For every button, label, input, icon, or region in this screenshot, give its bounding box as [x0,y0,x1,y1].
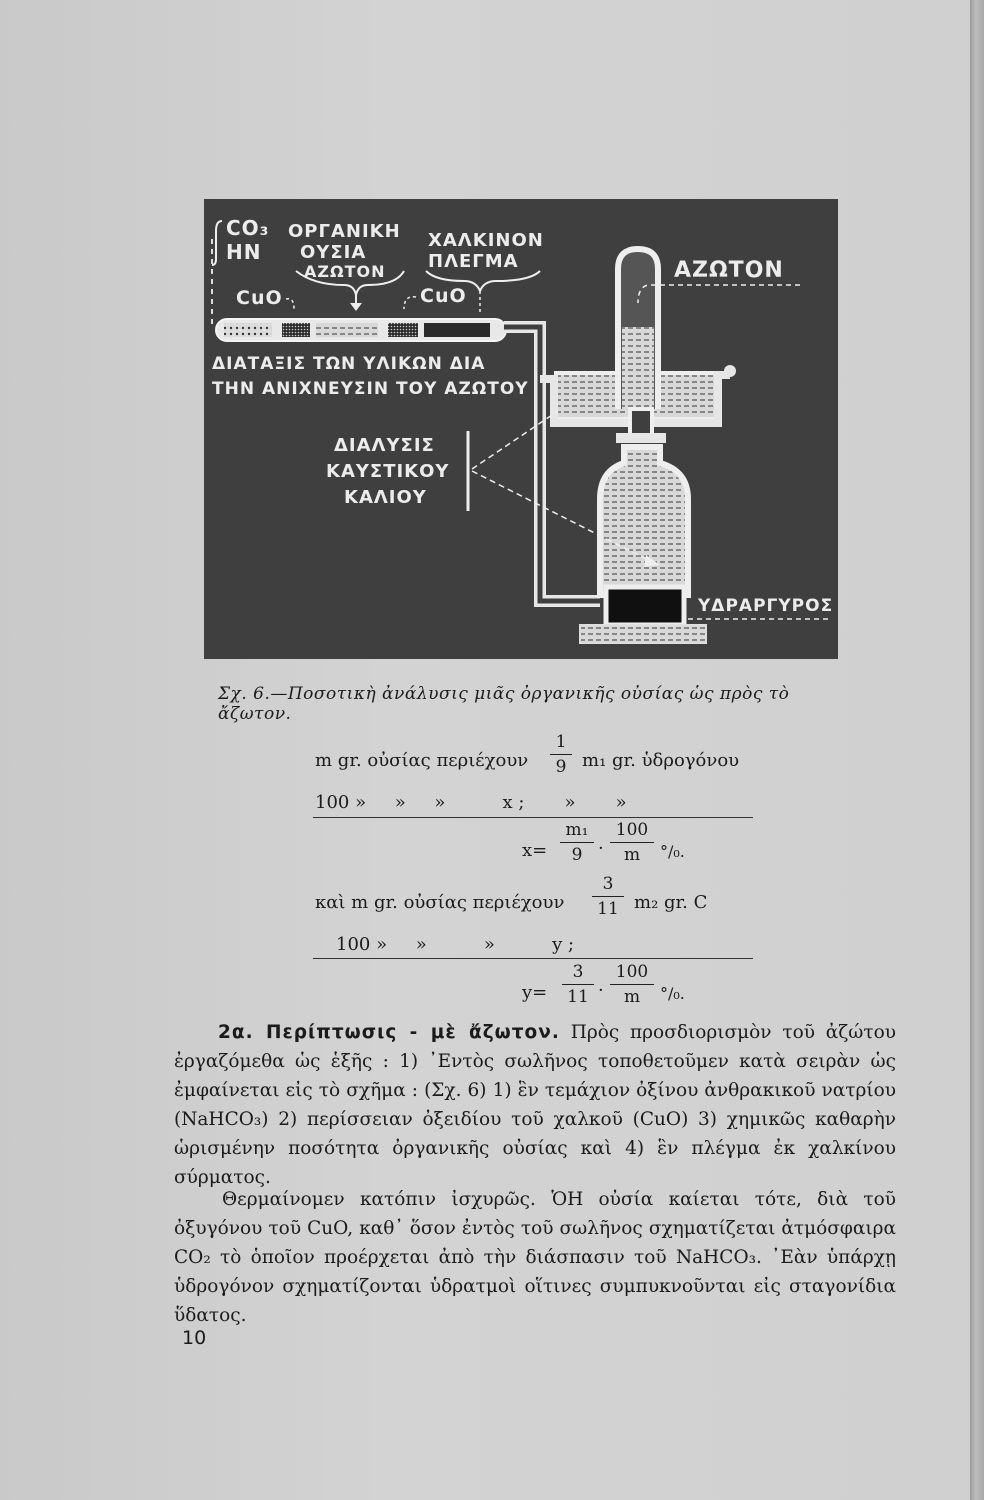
math-line3-right: m₂ gr. C [634,892,708,913]
label-solution-2: ΚΑΥΣΤΙΚΟΥ [326,461,450,482]
figure-caption: Σχ. 6.—Ποσοτικὴ ἀνάλυσις μιᾶς ὀργανικῆς οὐσίας ὡς πρὸς τὸ ἄζωτον. [218,684,790,724]
label-azoton-big: ΑΖΩΤΟΝ [674,258,784,283]
fraction-1-9 [550,732,572,777]
tube-copper-mesh [424,323,490,337]
label-cuo-right: CuO [420,285,467,307]
page-edge [970,0,984,1500]
label-mercury: ΥΔΡΑΡΓΥΡΟΣ [698,596,834,616]
delivery-tube-core [504,327,600,601]
x-fraction-1 [560,820,594,865]
label-mesh: ΠΛΕΓΜΑ [428,251,519,272]
label-hn: HN [226,240,262,264]
math-rule-2 [313,958,753,959]
tube-cuo-2 [388,323,418,337]
math-line1-left: m gr. οὐσίας περιέχουν [315,750,529,771]
fraction-numerator: 1 [550,732,572,755]
delivery-tube [504,327,600,601]
apparatus-figure [204,199,838,659]
fraction-denominator: 9 [571,845,583,865]
fraction-numerator: 100 [610,820,654,843]
x-unit: °/₀. [660,842,685,861]
fraction-numerator: 100 [610,962,654,985]
y-equals: y= [522,982,548,1003]
apparatus-diagram [204,199,838,659]
stopcock [616,433,666,443]
math-line3-left: καὶ m gr. οὐσίας περιέχουν [315,892,565,913]
section-paragraph-2: Θερμαίνομεν κατόπιν ἰσχυρῶς. ὉΗ οὐσία καίεται τότε, διὰ τοῦ ὀξυγόνου τοῦ CuO, καθ᾿ ὅσον ἐντὸς τοῦ σωλῆνος σχηματίζεται ἀτμόσφαιρα CO₂ τὸ ὁποῖον προέρχεται ἀπὸ τὴν διάσπασιν τοῦ NaHCO₃. ᾿Εὰν ὑπάρχῃ ὑδρογόνον σχηματίζονται ὑδρατμοὶ οἵτινες συμπυκνοῦνται εἰς σταγονίδια ὕδατος. [174,1189,896,1326]
fraction-denominator: 11 [567,987,589,1007]
azoton-dash [638,285,800,303]
section-paragraph-1 [174,1018,896,1192]
bottle-base [580,625,706,643]
label-cuo-left: CuO [236,287,283,309]
fraction-numerator: 3 [592,874,624,897]
fraction-3-11 [592,874,624,919]
fraction-denominator: m [623,987,641,1007]
tube-organic [316,323,378,337]
page-number: 10 [182,1327,207,1349]
x-fraction-2 [610,820,654,865]
cuo-left-dash [286,299,294,309]
tube-cuo-1 [282,323,310,337]
math-line2: 100 » » » x ; » » [315,792,627,813]
y-unit: °/₀. [660,984,685,1003]
x-dot: · [598,838,604,859]
paragraph-1-text: Πρὸς προσδιορισμὸν τοῦ ἀζώτου ἐργαζόμεθα ὡς ἑξῆς : 1) ᾿Εντὸς σωλῆνος τοποθετοῦμεν κατὰ σειρὰν ὡς ἐμφαίνεται εἰς τὸ σχῆμα : (Σχ. 6) 1) ἓν τεμάχιον ὀξίνου ἀνθρακικοῦ νατρίου (NaHCO₃) 2) περίσσειαν ὀξειδίου τοῦ χαλκοῦ (CuO) 3) χημικῶς καθαρὴν ὡρισμένην ποσότητα ὀργανικῆς οὐσίας καὶ 4) ἓν πλέγμα ἐκ χαλκίνου σύρματος. [174,1022,896,1188]
mercury-layer [606,587,684,625]
label-co3: CO₃ [226,216,270,240]
label-setup-1: ΔΙΑΤΑΞΙΣ ΤΩΝ ΥΛΙΚΩΝ ΔΙΑ [212,354,486,374]
potash-bottle [600,447,688,595]
label-solution-1: ΔΙΑΛΥΣΙΣ [334,435,435,456]
math-rule-1 [313,817,753,818]
label-copper: ΧΑΛΚΙΝΟΝ [428,230,544,251]
fraction-denominator: 11 [597,899,619,919]
tube-bicarbonate [224,323,272,337]
section-heading: 2α. Περίπτωσις - μὲ ἄζωτον. [218,1022,560,1043]
label-solution-3: ΚΑΛΙΟΥ [344,487,427,508]
label-setup-2: ΤΗΝ ΑΝΙΧΝΕΥΣΙΝ ΤΟΥ ΑΖΩΤΟΥ [212,379,529,399]
y-fraction-2 [610,962,654,1007]
x-equals: x= [522,840,548,861]
fraction-denominator: m [623,845,641,865]
math-line4: 100 » » » y ; [336,934,575,955]
organic-arrow-head [350,303,362,311]
label-ousia: ΟΥΣΙΑ [300,242,367,263]
label-organic: ΟΡΓΑΝΙΚΗ [288,221,401,242]
cuo-right-dash [404,297,416,309]
fraction-numerator: m₁ [560,820,594,843]
left-brace [212,221,222,265]
azotometer-liquid [622,327,654,409]
fraction-denominator: 9 [555,757,567,777]
fraction-numerator: 3 [562,962,594,985]
trough-knob [724,365,736,377]
math-line1-right: m₁ gr. ὑδρογόνου [582,750,740,771]
y-fraction-1 [562,962,594,1007]
label-azoton-small: ΑΖΩΤΟΝ [304,262,386,281]
y-dot: · [598,980,604,1001]
